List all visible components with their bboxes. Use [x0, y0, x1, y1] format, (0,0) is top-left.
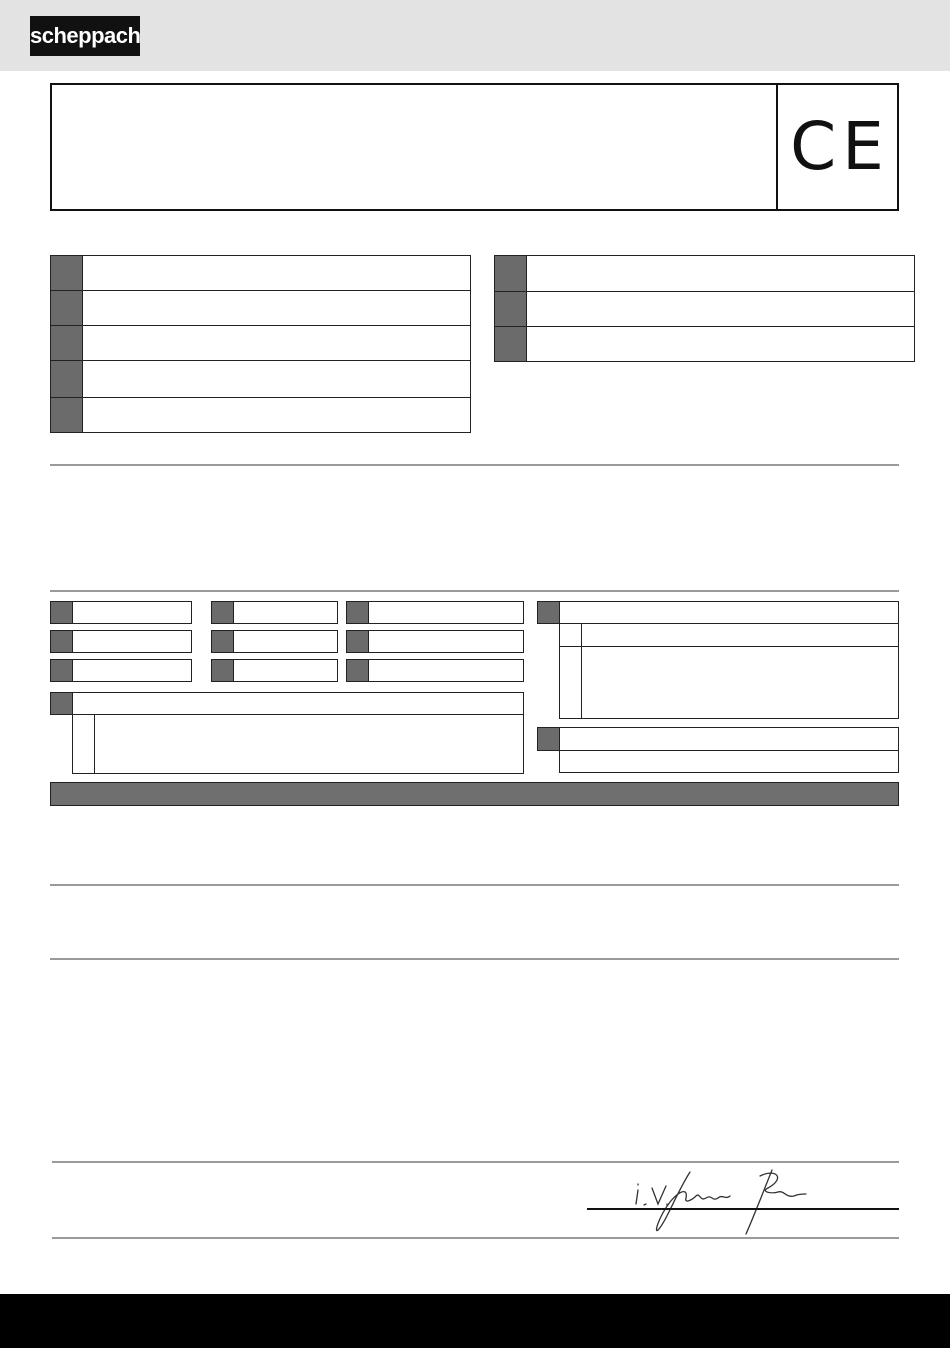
directive-field	[50, 290, 471, 326]
directive-field	[494, 326, 915, 362]
option-field	[211, 630, 338, 653]
field-tag	[538, 728, 560, 750]
section-divider	[50, 958, 899, 960]
option-field	[50, 601, 192, 624]
sub-field-divider	[581, 646, 582, 719]
option-field-wide	[537, 727, 899, 751]
field-tag	[51, 361, 83, 397]
field-tag	[495, 327, 527, 361]
directive-field	[50, 360, 471, 398]
signature-image	[600, 1164, 810, 1236]
field-tag	[212, 660, 234, 681]
field-tag	[495, 292, 527, 326]
option-field-wide	[50, 692, 524, 715]
scheppach-logo: scheppach	[30, 16, 140, 56]
field-tag	[347, 631, 369, 652]
field-tag	[51, 291, 83, 325]
field-tag	[51, 693, 73, 714]
sub-field-row	[559, 750, 899, 773]
field-tag	[51, 631, 73, 652]
field-tag	[538, 602, 560, 623]
sub-field-box	[559, 646, 899, 719]
sub-field-row	[559, 623, 899, 647]
section-bar	[50, 782, 899, 806]
field-tag	[347, 602, 369, 623]
directive-field	[494, 255, 915, 292]
signature-line	[587, 1208, 899, 1210]
field-tag	[51, 602, 73, 623]
sub-field-divider	[581, 623, 582, 647]
option-field	[211, 601, 338, 624]
option-field	[346, 630, 524, 653]
field-tag	[51, 326, 83, 360]
field-tag	[347, 660, 369, 681]
field-tag	[212, 602, 234, 623]
title-divider	[776, 83, 778, 211]
option-field	[346, 601, 524, 624]
option-field	[50, 659, 192, 682]
sub-field-box	[72, 714, 524, 774]
section-divider	[50, 884, 899, 886]
section-divider	[52, 1237, 899, 1239]
declaration-title-box	[50, 83, 899, 211]
section-divider	[50, 590, 899, 592]
field-tag	[51, 256, 83, 290]
ce-mark: CE	[790, 108, 890, 185]
header-band	[0, 0, 950, 71]
option-field-wide	[537, 601, 899, 624]
field-tag	[51, 660, 73, 681]
section-divider	[50, 464, 899, 466]
option-field	[50, 630, 192, 653]
footer-band	[0, 1294, 950, 1348]
option-field	[346, 659, 524, 682]
field-tag	[51, 398, 83, 432]
field-tag	[495, 256, 527, 291]
directive-field	[50, 255, 471, 291]
directive-field	[50, 397, 471, 433]
field-tag	[212, 631, 234, 652]
sub-field-divider	[94, 714, 95, 774]
directive-field	[50, 325, 471, 361]
section-divider	[52, 1161, 899, 1163]
option-field	[211, 659, 338, 682]
directive-field	[494, 291, 915, 327]
